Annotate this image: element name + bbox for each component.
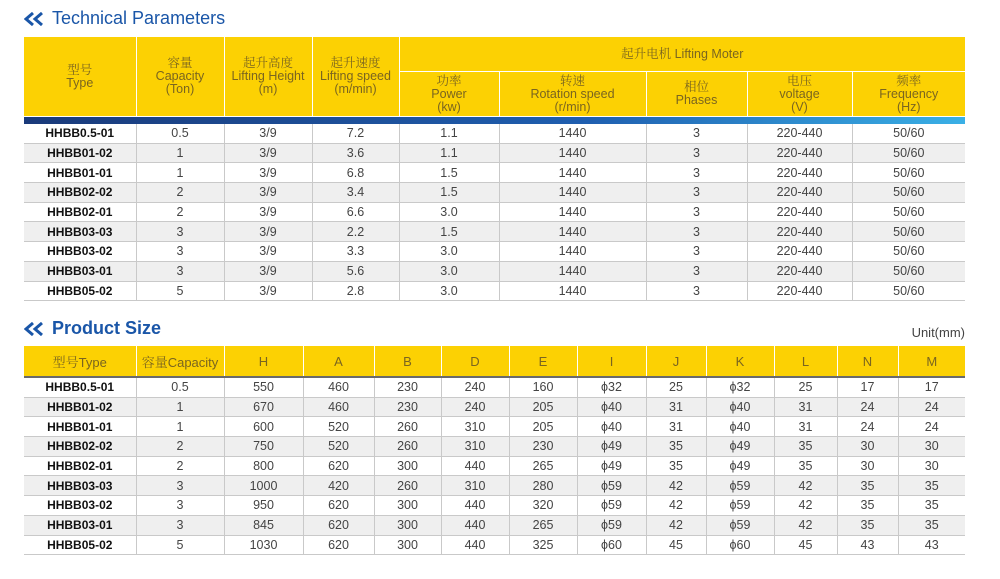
cell-lifting-speed: 6.6 — [312, 202, 399, 222]
size-cell: ϕ49 — [706, 437, 774, 457]
header-lifting-motor-group: 起升电机 Lifting Moter — [399, 37, 965, 72]
size-cell: 35 — [774, 456, 837, 476]
size-cell: 300 — [374, 456, 441, 476]
cell-power: 3.0 — [399, 281, 499, 301]
cell-frequency: 50/60 — [852, 183, 965, 203]
table-row — [24, 456, 965, 476]
size-cell: 300 — [374, 515, 441, 535]
cell-phases: 3 — [646, 163, 747, 183]
cell-phases: 3 — [646, 242, 747, 262]
size-cell: 31 — [646, 397, 706, 417]
header-model: 型号 Type — [24, 37, 136, 117]
cell-model: HHBB03-03 — [24, 222, 136, 242]
size-cell: HHBB03-03 — [24, 476, 136, 496]
size-cell: 2 — [136, 437, 224, 457]
size-cell: 260 — [374, 437, 441, 457]
size-cell: ϕ40 — [706, 397, 774, 417]
cell-rotation-speed: 1440 — [499, 242, 646, 262]
cell-voltage: 220-440 — [747, 202, 852, 222]
cell-capacity: 0.5 — [136, 124, 224, 143]
size-cell: 42 — [646, 496, 706, 516]
size-cell: 42 — [646, 515, 706, 535]
cell-model: HHBB05-02 — [24, 281, 136, 301]
table-row — [24, 515, 965, 535]
section-title-text: Product Size — [52, 318, 162, 338]
size-cell: 3 — [136, 496, 224, 516]
cell-lifting-height: 3/9 — [224, 202, 312, 222]
size-cell: 42 — [774, 496, 837, 516]
size-cell: ϕ59 — [706, 476, 774, 496]
size-header-7: I — [577, 346, 646, 377]
size-cell: 230 — [374, 397, 441, 417]
size-cell: 320 — [509, 496, 577, 516]
size-cell: 0.5 — [136, 377, 224, 397]
cell-lifting-height: 3/9 — [224, 143, 312, 163]
size-cell: 620 — [303, 515, 374, 535]
cell-frequency: 50/60 — [852, 281, 965, 301]
table-row — [24, 261, 965, 281]
cell-rotation-speed: 1440 — [499, 261, 646, 281]
cell-frequency: 50/60 — [852, 202, 965, 222]
size-cell: ϕ59 — [577, 496, 646, 516]
cell-lifting-speed: 5.6 — [312, 261, 399, 281]
cell-capacity: 2 — [136, 183, 224, 203]
cell-lifting-speed: 3.3 — [312, 242, 399, 262]
cell-lifting-speed: 7.2 — [312, 124, 399, 143]
size-header-11: N — [837, 346, 898, 377]
size-cell: 24 — [898, 397, 965, 417]
cell-lifting-speed: 3.6 — [312, 143, 399, 163]
cell-voltage: 220-440 — [747, 222, 852, 242]
size-cell: 1 — [136, 397, 224, 417]
size-cell: ϕ60 — [706, 535, 774, 555]
size-cell: 265 — [509, 456, 577, 476]
size-cell: 260 — [374, 476, 441, 496]
cell-model: HHBB03-02 — [24, 242, 136, 262]
size-header-12: M — [898, 346, 965, 377]
technical-parameters-title — [24, 8, 225, 29]
cell-frequency: 50/60 — [852, 124, 965, 143]
section-title-text: Technical Parameters — [52, 8, 226, 28]
cell-phases: 3 — [646, 202, 747, 222]
size-cell: ϕ32 — [706, 377, 774, 397]
cell-lifting-height: 3/9 — [224, 222, 312, 242]
table-row — [24, 242, 965, 262]
cell-voltage: 220-440 — [747, 242, 852, 262]
cell-lifting-height: 3/9 — [224, 183, 312, 203]
size-cell: 240 — [441, 397, 509, 417]
header-capacity: 容量 Capacity (Ton) — [136, 37, 224, 117]
size-cell: 30 — [898, 456, 965, 476]
size-cell: ϕ49 — [577, 437, 646, 457]
size-header-10: L — [774, 346, 837, 377]
size-cell: ϕ59 — [577, 515, 646, 535]
cell-capacity: 3 — [136, 222, 224, 242]
size-cell: 25 — [774, 377, 837, 397]
size-cell: ϕ59 — [706, 515, 774, 535]
double-chevron-left-icon — [24, 12, 46, 26]
cell-rotation-speed: 1440 — [499, 183, 646, 203]
size-cell: HHBB02-01 — [24, 456, 136, 476]
size-cell: 30 — [837, 456, 898, 476]
size-cell: 35 — [646, 437, 706, 457]
header-lifting-height: 起升高度 Lifting Height (m) — [224, 37, 312, 117]
cell-capacity: 1 — [136, 163, 224, 183]
cell-capacity: 3 — [136, 242, 224, 262]
size-cell: 310 — [441, 417, 509, 437]
size-cell: 460 — [303, 377, 374, 397]
size-cell: 550 — [224, 377, 303, 397]
size-cell: HHBB01-02 — [24, 397, 136, 417]
size-cell: 1 — [136, 417, 224, 437]
size-cell: 950 — [224, 496, 303, 516]
cell-capacity: 3 — [136, 261, 224, 281]
cell-power: 1.5 — [399, 163, 499, 183]
size-cell: 3 — [136, 476, 224, 496]
double-chevron-left-icon — [24, 322, 46, 336]
size-cell: ϕ60 — [577, 535, 646, 555]
header-rotation-speed: 转速 Rotation speed (r/min) — [499, 72, 646, 117]
cell-lifting-height: 3/9 — [224, 242, 312, 262]
table-row — [24, 535, 965, 555]
size-header-0: 型号Type — [24, 346, 136, 377]
size-cell: 43 — [898, 535, 965, 555]
size-cell: 35 — [837, 515, 898, 535]
cell-phases: 3 — [646, 281, 747, 301]
cell-lifting-speed: 2.8 — [312, 281, 399, 301]
size-cell: 420 — [303, 476, 374, 496]
size-cell: 42 — [774, 476, 837, 496]
size-cell: 24 — [898, 417, 965, 437]
size-cell: 260 — [374, 417, 441, 437]
cell-model: HHBB0.5-01 — [24, 124, 136, 143]
header-frequency: 频率 Frequency (Hz) — [852, 72, 965, 117]
table-row — [24, 163, 965, 183]
size-header-5: D — [441, 346, 509, 377]
table-row — [24, 496, 965, 516]
cell-power: 3.0 — [399, 242, 499, 262]
size-cell: 24 — [837, 397, 898, 417]
size-cell: 300 — [374, 535, 441, 555]
size-cell: 845 — [224, 515, 303, 535]
size-cell: 17 — [898, 377, 965, 397]
product-size-title — [24, 318, 161, 339]
size-cell: 31 — [646, 417, 706, 437]
size-cell: 440 — [441, 456, 509, 476]
header-phases: 相位 Phases — [646, 72, 747, 117]
size-cell: 670 — [224, 397, 303, 417]
cell-power: 1.1 — [399, 124, 499, 143]
cell-voltage: 220-440 — [747, 124, 852, 143]
cell-capacity: 1 — [136, 143, 224, 163]
cell-capacity: 5 — [136, 281, 224, 301]
cell-capacity: 2 — [136, 202, 224, 222]
cell-phases: 3 — [646, 143, 747, 163]
cell-model: HHBB01-01 — [24, 163, 136, 183]
cell-rotation-speed: 1440 — [499, 124, 646, 143]
size-cell: 800 — [224, 456, 303, 476]
size-cell: HHBB0.5-01 — [24, 377, 136, 397]
size-cell: 31 — [774, 397, 837, 417]
table-row — [24, 377, 965, 397]
size-cell: 620 — [303, 496, 374, 516]
size-cell: 2 — [136, 456, 224, 476]
cell-lifting-height: 3/9 — [224, 124, 312, 143]
size-cell: 5 — [136, 535, 224, 555]
cell-lifting-speed: 3.4 — [312, 183, 399, 203]
size-header-4: B — [374, 346, 441, 377]
table-row — [24, 397, 965, 417]
size-cell: ϕ40 — [577, 417, 646, 437]
size-cell: 35 — [774, 437, 837, 457]
cell-phases: 3 — [646, 261, 747, 281]
size-cell: HHBB02-02 — [24, 437, 136, 457]
size-cell: HHBB03-02 — [24, 496, 136, 516]
table-row — [24, 183, 965, 203]
size-cell: 42 — [774, 515, 837, 535]
cell-frequency: 50/60 — [852, 242, 965, 262]
size-cell: ϕ40 — [577, 397, 646, 417]
cell-power: 3.0 — [399, 261, 499, 281]
header-lifting-speed: 起升速度 Lifting speed (m/min) — [312, 37, 399, 117]
size-cell: 30 — [837, 437, 898, 457]
size-cell: HHBB03-01 — [24, 515, 136, 535]
size-cell: 620 — [303, 535, 374, 555]
size-cell: 325 — [509, 535, 577, 555]
size-cell: 35 — [898, 515, 965, 535]
table-row — [24, 476, 965, 496]
cell-model: HHBB02-02 — [24, 183, 136, 203]
cell-lifting-speed: 6.8 — [312, 163, 399, 183]
size-cell: 43 — [837, 535, 898, 555]
cell-rotation-speed: 1440 — [499, 222, 646, 242]
cell-phases: 3 — [646, 124, 747, 143]
cell-rotation-speed: 1440 — [499, 281, 646, 301]
size-cell: 440 — [441, 496, 509, 516]
size-cell: 35 — [646, 456, 706, 476]
cell-rotation-speed: 1440 — [499, 143, 646, 163]
size-cell: ϕ32 — [577, 377, 646, 397]
header-voltage: 电压 voltage (V) — [747, 72, 852, 117]
cell-power: 1.5 — [399, 183, 499, 203]
size-cell: 620 — [303, 456, 374, 476]
unit-label: Unit(mm) — [911, 325, 965, 340]
header-divider-band — [24, 117, 965, 125]
size-header-9: K — [706, 346, 774, 377]
table-row — [24, 143, 965, 163]
cell-frequency: 50/60 — [852, 143, 965, 163]
size-cell: 300 — [374, 496, 441, 516]
cell-voltage: 220-440 — [747, 143, 852, 163]
size-header-1: 容量Capacity — [136, 346, 224, 377]
size-cell: 1000 — [224, 476, 303, 496]
size-cell: 265 — [509, 515, 577, 535]
size-cell: 1030 — [224, 535, 303, 555]
cell-frequency: 50/60 — [852, 261, 965, 281]
size-cell: 460 — [303, 397, 374, 417]
cell-lifting-speed: 2.2 — [312, 222, 399, 242]
cell-model: HHBB03-01 — [24, 261, 136, 281]
table-row — [24, 202, 965, 222]
table-row — [24, 281, 965, 301]
size-cell: 35 — [837, 496, 898, 516]
size-cell: 45 — [646, 535, 706, 555]
cell-frequency: 50/60 — [852, 222, 965, 242]
size-cell: ϕ59 — [706, 496, 774, 516]
cell-lifting-height: 3/9 — [224, 261, 312, 281]
cell-phases: 3 — [646, 222, 747, 242]
cell-voltage: 220-440 — [747, 281, 852, 301]
table-row — [24, 222, 965, 242]
header-power: 功率 Power (kw) — [399, 72, 499, 117]
size-cell: 440 — [441, 515, 509, 535]
size-cell: 440 — [441, 535, 509, 555]
size-cell: 600 — [224, 417, 303, 437]
cell-voltage: 220-440 — [747, 163, 852, 183]
size-cell: HHBB05-02 — [24, 535, 136, 555]
size-cell: 310 — [441, 437, 509, 457]
cell-rotation-speed: 1440 — [499, 202, 646, 222]
size-cell: 35 — [837, 476, 898, 496]
cell-phases: 3 — [646, 183, 747, 203]
size-cell: ϕ40 — [706, 417, 774, 437]
size-cell: HHBB01-01 — [24, 417, 136, 437]
size-cell: 520 — [303, 437, 374, 457]
size-cell: 240 — [441, 377, 509, 397]
size-cell: 17 — [837, 377, 898, 397]
size-cell: 35 — [898, 476, 965, 496]
table-row — [24, 417, 965, 437]
size-cell: 42 — [646, 476, 706, 496]
cell-lifting-height: 3/9 — [224, 281, 312, 301]
size-header-8: J — [646, 346, 706, 377]
size-header-2: H — [224, 346, 303, 377]
cell-power: 1.5 — [399, 222, 499, 242]
size-cell: ϕ49 — [706, 456, 774, 476]
cell-power: 1.1 — [399, 143, 499, 163]
size-cell: 230 — [374, 377, 441, 397]
size-cell: 3 — [136, 515, 224, 535]
cell-rotation-speed: 1440 — [499, 163, 646, 183]
technical-parameters-table — [24, 37, 965, 301]
size-cell: 31 — [774, 417, 837, 437]
size-cell: 230 — [509, 437, 577, 457]
cell-voltage: 220-440 — [747, 183, 852, 203]
table-row — [24, 437, 965, 457]
size-cell: 45 — [774, 535, 837, 555]
size-cell: 280 — [509, 476, 577, 496]
size-cell: 205 — [509, 417, 577, 437]
cell-model: HHBB01-02 — [24, 143, 136, 163]
size-header-3: A — [303, 346, 374, 377]
size-cell: ϕ59 — [577, 476, 646, 496]
size-cell: 520 — [303, 417, 374, 437]
size-cell: 35 — [898, 496, 965, 516]
size-cell: 205 — [509, 397, 577, 417]
cell-voltage: 220-440 — [747, 261, 852, 281]
cell-frequency: 50/60 — [852, 163, 965, 183]
cell-power: 3.0 — [399, 202, 499, 222]
size-cell: 30 — [898, 437, 965, 457]
size-cell: 160 — [509, 377, 577, 397]
cell-model: HHBB02-01 — [24, 202, 136, 222]
size-cell: 25 — [646, 377, 706, 397]
size-cell: 750 — [224, 437, 303, 457]
table-row — [24, 124, 965, 143]
size-cell: 310 — [441, 476, 509, 496]
size-cell: ϕ49 — [577, 456, 646, 476]
cell-lifting-height: 3/9 — [224, 163, 312, 183]
size-header-6: E — [509, 346, 577, 377]
size-cell: 24 — [837, 417, 898, 437]
product-size-table — [24, 346, 965, 555]
